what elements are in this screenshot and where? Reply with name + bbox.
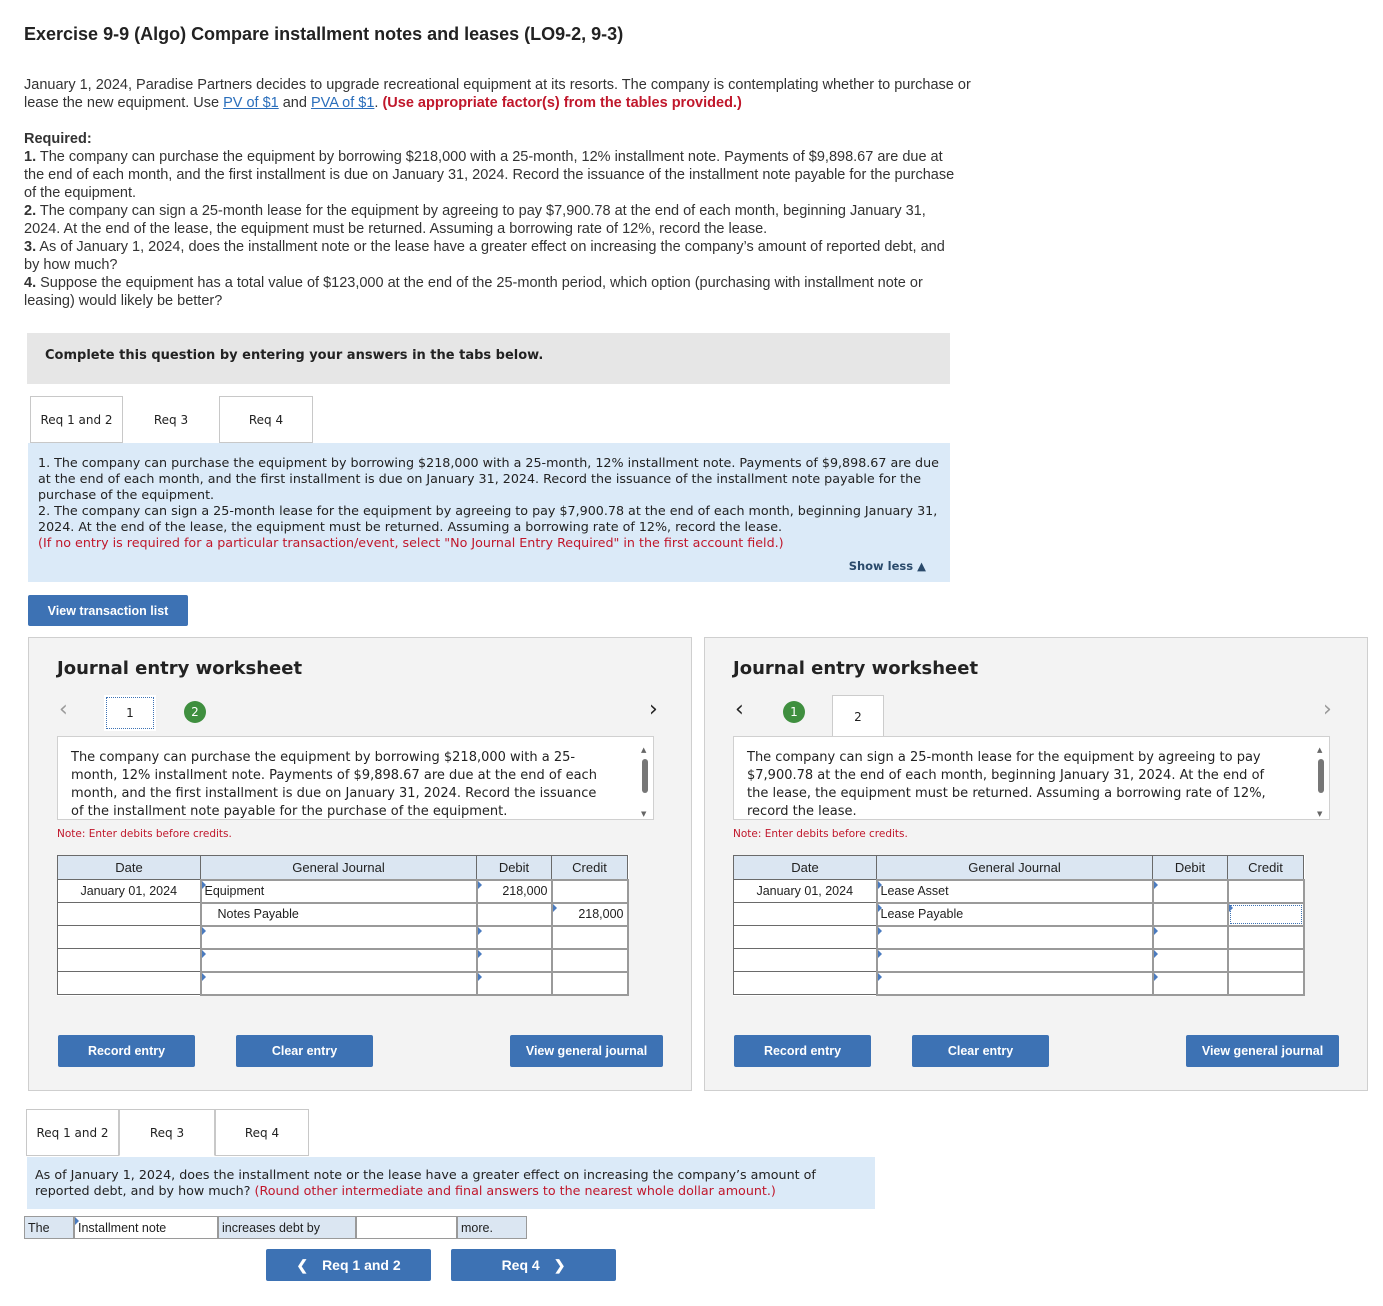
journal-table	[57, 855, 629, 996]
date-cell[interactable]	[58, 926, 201, 949]
date-cell[interactable]: January 01, 2024	[734, 880, 877, 903]
scroll-thumb[interactable]	[642, 759, 648, 793]
option-value: Installment note	[78, 1220, 167, 1235]
triangle-up-icon: ▲	[917, 559, 926, 573]
dropdown-indicator-icon	[75, 1217, 79, 1225]
tab-req-3[interactable]: Req 3	[123, 396, 219, 443]
intro-and: and	[278, 95, 311, 111]
intro-body: January 1, 2024, Paradise Partners decides to upgrade recreational equipment at its resorts. The company is contemplating whether to purchase or lease the new equipment. Use	[24, 77, 971, 111]
table-row	[58, 949, 628, 972]
account-value: Lease Asset	[880, 884, 949, 898]
required-item-4	[24, 274, 964, 310]
header-debit: Debit	[1153, 856, 1228, 880]
complete-instructions	[27, 333, 950, 384]
item-number: 4.	[24, 275, 37, 291]
answer-row	[24, 1216, 527, 1239]
debit-cell[interactable]	[477, 880, 552, 903]
prev-label: Req 1 and 2	[322, 1257, 401, 1273]
record-entry-button[interactable]: Record entry	[58, 1035, 195, 1067]
entry-description	[57, 736, 654, 820]
account-cell[interactable]	[877, 972, 1153, 995]
scroll-down-icon[interactable]: ▼	[1317, 810, 1323, 818]
pv-link[interactable]: PV of $1	[223, 95, 279, 111]
table-row	[734, 949, 1304, 972]
credit-cell[interactable]	[552, 880, 628, 903]
dropdown-indicator-icon	[1229, 904, 1233, 912]
account-cell[interactable]	[201, 949, 477, 972]
credit-cell[interactable]	[1228, 880, 1304, 903]
answer-the-label: The	[24, 1216, 74, 1239]
account-cell[interactable]	[877, 926, 1153, 949]
journal-worksheet-left	[28, 637, 692, 1091]
next-req-button[interactable]	[451, 1249, 616, 1281]
show-less-label: Show less	[848, 559, 914, 573]
table-row	[734, 903, 1304, 926]
header-general-journal: General Journal	[201, 856, 477, 880]
date-cell[interactable]	[58, 903, 201, 926]
dropdown-indicator-icon	[878, 881, 882, 889]
account-cell[interactable]	[877, 903, 1153, 926]
header-debit: Debit	[477, 856, 552, 880]
panel-instruction: (If no entry is required for a particular transaction/event, select "No Journal Entry Required" in the first account field.)	[38, 535, 784, 550]
dropdown-indicator-icon	[878, 950, 882, 958]
exercise-title: Exercise 9-9 (Algo) Compare installment notes and leases (LO9-2, 9-3)	[24, 24, 624, 44]
credit-cell[interactable]	[1228, 903, 1304, 926]
chevron-right-icon[interactable]: ›	[649, 697, 658, 722]
date-cell[interactable]	[58, 949, 201, 972]
view-transaction-list-button[interactable]: View transaction list	[28, 595, 188, 626]
clear-entry-button[interactable]: Clear entry	[236, 1035, 373, 1067]
scroll-down-icon[interactable]: ▼	[641, 810, 647, 818]
debit-cell[interactable]	[477, 972, 552, 995]
chevron-left-icon: ❮	[296, 1256, 309, 1273]
dropdown-indicator-icon	[478, 973, 482, 981]
date-cell[interactable]	[734, 926, 877, 949]
account-cell[interactable]	[201, 880, 477, 903]
debit-cell[interactable]	[477, 949, 552, 972]
dropdown-indicator-icon	[202, 950, 206, 958]
credit-cell[interactable]	[552, 926, 628, 949]
required-item-3	[24, 238, 964, 274]
description-text: The company can purchase the equipment by borrowing $218,000 with a 25-month, 12% installment note. Payments of $9,898.67 are due at the end of each month, and the first installment is due on January 31, 2024. Record the issuance of the installment note payable for the purchase of the equipment.	[71, 750, 597, 819]
dropdown-indicator-icon	[478, 927, 482, 935]
date-cell[interactable]	[734, 972, 877, 995]
chevron-left-icon[interactable]: ‹	[59, 697, 68, 722]
item-number: 2.	[24, 203, 37, 219]
tab-req-1-2[interactable]: Req 1 and 2	[30, 396, 123, 443]
credit-cell[interactable]	[552, 903, 628, 926]
debit-cell[interactable]	[1153, 880, 1228, 903]
dropdown-indicator-icon	[478, 881, 482, 889]
tab-req-4[interactable]: Req 4	[219, 396, 313, 443]
intro-period: .	[374, 95, 383, 111]
panel-line-1: 1. The company can purchase the equipment by borrowing $218,000 with a 25-month, 12% installment note. Payments of $9,898.67 are due at the end of each month, and the first installment is due on January 31, 2024. Record the issuance of the installment note payable for the purchase of the equipment.	[38, 455, 939, 502]
credit-cell[interactable]	[552, 949, 628, 972]
debit-cell[interactable]	[477, 926, 552, 949]
dropdown-indicator-icon	[1154, 927, 1158, 935]
credit-value: 218,000	[578, 907, 624, 921]
table-row	[734, 926, 1304, 949]
journal-table	[733, 855, 1305, 996]
more-label: more.	[457, 1216, 527, 1239]
debits-note: Note: Enter debits before credits.	[733, 828, 908, 840]
header-credit: Credit	[1228, 856, 1304, 880]
debit-cell[interactable]	[1153, 972, 1228, 995]
chevron-right-icon[interactable]: ›	[1323, 697, 1332, 722]
amount-input[interactable]	[356, 1216, 457, 1239]
debit-cell[interactable]	[1153, 926, 1228, 949]
required-heading: Required:	[24, 131, 92, 147]
tab-bar-top	[30, 396, 320, 442]
table-row	[734, 880, 1304, 903]
account-cell[interactable]	[201, 926, 477, 949]
account-value: Lease Payable	[880, 907, 964, 921]
debit-cell[interactable]	[1153, 903, 1228, 926]
tab-req-3[interactable]: Req 3	[119, 1109, 215, 1156]
dropdown-indicator-icon	[478, 950, 482, 958]
debit-cell[interactable]	[1153, 949, 1228, 972]
complete-text: Complete this question by entering your answers in the tabs below.	[45, 348, 544, 363]
prev-req-button[interactable]	[266, 1249, 431, 1281]
worksheet-title: Journal entry worksheet	[733, 658, 979, 679]
required-item-2	[24, 202, 964, 238]
scroll-thumb[interactable]	[1318, 759, 1324, 793]
step-2-tab[interactable]: 2	[832, 695, 884, 737]
credit-cell[interactable]	[1228, 972, 1304, 995]
date-cell[interactable]	[734, 949, 877, 972]
step-2-tab[interactable]: 2	[184, 701, 206, 723]
credit-cell[interactable]	[552, 972, 628, 995]
req3-instruction: (Round other intermediate and final answers to the nearest whole dollar amount.)	[254, 1183, 776, 1198]
table-row	[58, 903, 628, 926]
dropdown-indicator-icon	[1154, 950, 1158, 958]
worksheet-title: Journal entry worksheet	[57, 658, 303, 679]
req3-question: As of January 1, 2024, does the installment note or the lease have a greater effect on increasing the company’s amount of reported debt, and by how much?	[35, 1167, 816, 1198]
account-cell[interactable]	[201, 903, 477, 926]
required-section	[24, 130, 964, 310]
tab-bar-bottom	[26, 1109, 316, 1155]
chevron-left-icon[interactable]: ‹	[735, 697, 744, 722]
show-less-toggle[interactable]	[849, 558, 926, 574]
account-value: Equipment	[204, 884, 265, 898]
dropdown-indicator-icon	[202, 881, 206, 889]
description-scrollbar[interactable]	[1317, 743, 1325, 818]
dropdown-indicator-icon	[553, 904, 557, 912]
step-1-tab[interactable]: 1	[104, 695, 156, 731]
scroll-up-icon[interactable]: ▲	[1317, 746, 1323, 754]
debits-note: Note: Enter debits before credits.	[57, 828, 232, 840]
req-1-2-instructions	[28, 443, 950, 582]
view-general-journal-button[interactable]: View general journal	[510, 1035, 663, 1067]
pva-link[interactable]: PVA of $1	[310, 95, 375, 111]
panel-line-2: 2. The company can sign a 25-month lease for the equipment by agreeing to pay $7,900.78 at the end of each month, beginning January 31, 2024. At the end of the lease, the equipment must be returned. Assuming a borrowing rate of 12%, record the lease.	[38, 503, 938, 534]
required-item-1	[24, 148, 964, 202]
record-entry-button[interactable]: Record entry	[734, 1035, 871, 1067]
header-date: Date	[734, 856, 877, 880]
option-select[interactable]	[74, 1216, 218, 1239]
scroll-up-icon[interactable]: ▲	[641, 746, 647, 754]
item-text: As of January 1, 2024, does the installment note or the lease have a greater effect on increasing the company’s amount of reported debt, and by how much?	[24, 239, 945, 273]
tab-req-1-2[interactable]: Req 1 and 2	[26, 1109, 119, 1156]
req-3-instructions	[27, 1157, 875, 1209]
next-label: Req 4	[501, 1257, 540, 1273]
item-text: The company can purchase the equipment by borrowing $218,000 with a 25-month, 12% installment note. Payments of $9,898.67 are due at the end of each month, and the first installment is due on January 31, 2024. Record the issuance of the installment note payable for the purchase of the equipment.	[24, 149, 955, 201]
account-cell[interactable]	[877, 949, 1153, 972]
header-credit: Credit	[552, 856, 628, 880]
date-cell[interactable]	[734, 903, 877, 926]
tab-req-4[interactable]: Req 4	[215, 1109, 309, 1156]
debit-value: 218,000	[502, 884, 548, 898]
table-row	[58, 880, 628, 903]
header-general-journal: General Journal	[877, 856, 1153, 880]
journal-worksheet-right	[704, 637, 1368, 1091]
dropdown-indicator-icon	[1154, 881, 1158, 889]
clear-entry-button[interactable]: Clear entry	[912, 1035, 1049, 1067]
header-date: Date	[58, 856, 201, 880]
dropdown-indicator-icon	[202, 973, 206, 981]
intro-text	[24, 76, 984, 112]
step-1-tab[interactable]: 1	[783, 701, 805, 723]
credit-cell[interactable]	[1228, 949, 1304, 972]
dropdown-indicator-icon	[1154, 973, 1158, 981]
view-general-journal-button[interactable]: View general journal	[1186, 1035, 1339, 1067]
table-row	[58, 972, 628, 995]
description-scrollbar[interactable]	[641, 743, 649, 818]
item-number: 3.	[24, 239, 37, 255]
dropdown-indicator-icon	[878, 904, 882, 912]
table-row	[734, 972, 1304, 995]
account-cell[interactable]	[201, 972, 477, 995]
description-text: The company can sign a 25-month lease for the equipment by agreeing to pay $7,900.78 at the end of each month, beginning January 31, 2024. At the end of the lease, the equipment must be returned. Assuming a borrowing rate of 12%, record the lease.	[747, 750, 1266, 819]
credit-cell[interactable]	[1228, 926, 1304, 949]
debit-cell[interactable]	[477, 903, 552, 926]
chevron-right-icon: ❯	[553, 1256, 566, 1273]
date-cell[interactable]: January 01, 2024	[58, 880, 201, 903]
dropdown-indicator-icon	[202, 927, 206, 935]
account-value: Notes Payable	[217, 907, 299, 921]
dropdown-indicator-icon	[878, 927, 882, 935]
increases-label: increases debt by	[218, 1216, 356, 1239]
entry-description	[733, 736, 1330, 820]
item-number: 1.	[24, 149, 37, 165]
item-text: The company can sign a 25-month lease for the equipment by agreeing to pay $7,900.78 at the end of each month, beginning January 31, 2024. At the end of the lease, the equipment must be returned. Assuming a borrowing rate of 12%, record the lease.	[24, 203, 926, 237]
intro-instruction: (Use appropriate factor(s) from the tables provided.)	[382, 95, 742, 111]
dropdown-indicator-icon	[878, 973, 882, 981]
item-text: Suppose the equipment has a total value of $123,000 at the end of the 25-month period, which option (purchasing with installment note or leasing) would likely be better?	[24, 275, 923, 309]
account-cell[interactable]	[877, 880, 1153, 903]
date-cell[interactable]	[58, 972, 201, 995]
table-row	[58, 926, 628, 949]
